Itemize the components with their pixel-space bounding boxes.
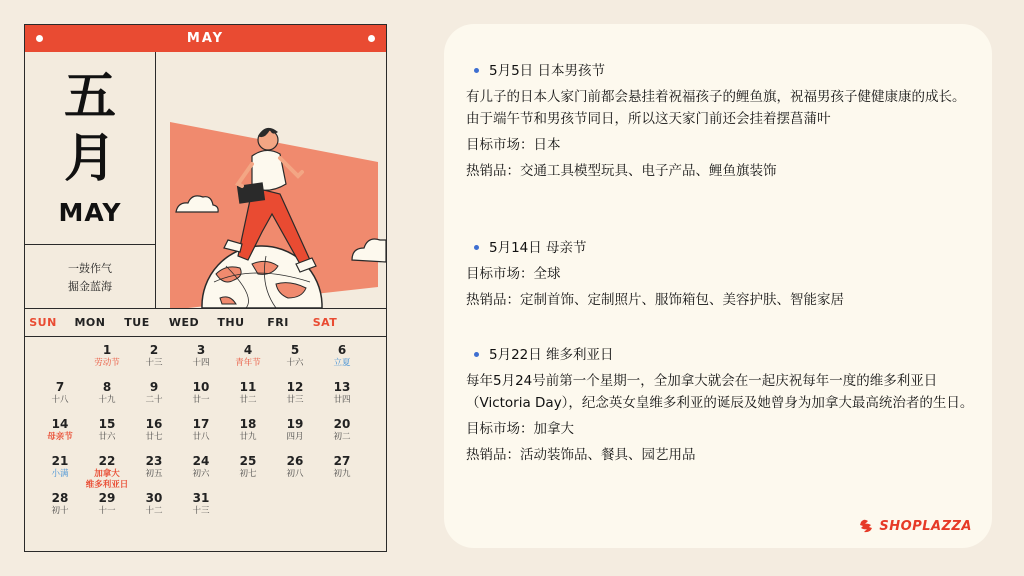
- calendar-day-cell: [224, 343, 272, 369]
- calendar-day-cell: [36, 380, 84, 406]
- event-boys-day: [466, 60, 976, 182]
- calendar-header: [25, 25, 386, 52]
- calendar-day-cell: [83, 454, 131, 491]
- event-description: 每年5月24号前第一个星期一，全加拿大就会在一起庆祝每年一度的维多利亚日（Victoria Day），纪念英女皇维多利亚的诞辰及她曾身为加拿大最高统治者的生日。: [466, 373, 974, 411]
- weekday-label-sun: SUN: [29, 316, 57, 329]
- calendar-day-cell: [318, 343, 366, 369]
- calendar-day-cell: [271, 380, 319, 406]
- day-number: 10: [192, 380, 210, 394]
- calendar-day-cell: [271, 343, 319, 369]
- calendar-day-cell: [177, 454, 225, 480]
- calendar-day-cell: [224, 380, 272, 406]
- month-title-block: [25, 52, 156, 308]
- day-lunar-or-holiday: 廿一: [192, 395, 210, 405]
- weekday-header-row: [25, 308, 386, 337]
- calendar-day-cell: [318, 454, 366, 480]
- day-lunar-or-holiday: 初二: [333, 432, 351, 442]
- day-lunar-or-holiday: 初八: [286, 469, 304, 479]
- event-mothers-day: [466, 237, 976, 311]
- day-lunar-or-holiday: 十三: [145, 358, 163, 368]
- month-title-chinese-line1: 五: [63, 67, 116, 127]
- day-lunar-or-holiday: 加拿大: [94, 469, 120, 479]
- day-lunar-or-holiday: 初七: [239, 469, 257, 479]
- event-title-row: [466, 237, 976, 259]
- event-hot-products: 热销品：交通工具模型玩具、电子产品、鲤鱼旗装饰: [466, 163, 777, 179]
- calendar-day-cell: [83, 380, 131, 406]
- weekday-label-tue: TUE: [124, 316, 150, 329]
- day-lunar-or-holiday: 十一: [98, 506, 116, 516]
- day-number: 27: [333, 454, 351, 468]
- bullet-icon: [474, 68, 479, 73]
- day-lunar-or-holiday: 立夏: [333, 358, 351, 368]
- calendar-day-cell: [224, 454, 272, 480]
- day-number: 8: [102, 380, 112, 394]
- month-title-english: MAY: [58, 198, 122, 227]
- weekday-label-thu: THU: [217, 316, 245, 329]
- event-title: 5月22日 维多利亚日: [489, 347, 614, 363]
- day-number: 1: [102, 343, 112, 357]
- weekday-label-wed: WED: [168, 316, 200, 329]
- day-number: 3: [196, 343, 206, 357]
- calendar-day-grid: [25, 337, 386, 551]
- calendar-day-cell: [271, 417, 319, 443]
- calendar-day-cell: [177, 343, 225, 369]
- day-number: 13: [333, 380, 351, 394]
- calendar-header-month: MAY: [186, 31, 225, 46]
- event-target-market: 目标市场：加拿大: [466, 421, 574, 437]
- event-description: 有儿子的日本人家门前都会悬挂着祝福孩子的鲤鱼旗，祝福男孩子健健康康的成长。由于端午节和男孩节同日，所以这天家门前还会挂着摆菖蒲叶: [466, 89, 966, 127]
- day-number: 31: [192, 491, 210, 505]
- day-lunar-or-holiday: 廿四: [333, 395, 351, 405]
- day-number: 12: [286, 380, 304, 394]
- day-number: 4: [243, 343, 253, 357]
- calendar-hero: [25, 52, 386, 309]
- day-number: 7: [55, 380, 65, 394]
- day-lunar-or-holiday: 廿二: [239, 395, 257, 405]
- day-number: 21: [51, 454, 69, 468]
- day-lunar-or-holiday: 十三: [192, 506, 210, 516]
- calendar-day-cell: [83, 343, 131, 369]
- day-number: 19: [286, 417, 304, 431]
- shoplazza-mark-icon: [859, 518, 875, 534]
- calendar-day-cell: [36, 454, 84, 480]
- day-lunar-or-holiday: 十九: [98, 395, 116, 405]
- day-lunar-or-holiday: 廿八: [192, 432, 210, 442]
- weekday-label-fri: FRI: [267, 316, 289, 329]
- day-number: 25: [239, 454, 257, 468]
- day-lunar-or-holiday: 四月: [286, 432, 304, 442]
- day-number: 30: [145, 491, 163, 505]
- day-number: 18: [239, 417, 257, 431]
- day-lunar-or-holiday: 廿七: [145, 432, 163, 442]
- day-lunar-or-holiday: 小满: [51, 469, 69, 479]
- day-holiday-line2: 维多利亚日: [85, 480, 129, 490]
- event-hot-products: 热销品：活动装饰品、餐具、园艺用品: [466, 447, 696, 463]
- weekday-label-mon: MON: [74, 316, 106, 329]
- event-title: 5月14日 母亲节: [489, 240, 587, 256]
- holiday-info-panel: [444, 24, 992, 548]
- day-number: 16: [145, 417, 163, 431]
- slogan-line1: 一鼓作气: [68, 262, 112, 275]
- calendar-day-cell: [36, 417, 84, 443]
- day-lunar-or-holiday: 十六: [286, 358, 304, 368]
- event-victoria-day: [466, 344, 976, 466]
- title-divider: [25, 244, 155, 245]
- day-lunar-or-holiday: 廿六: [98, 432, 116, 442]
- day-number: 26: [286, 454, 304, 468]
- day-lunar-or-holiday: 十二: [145, 506, 163, 516]
- calendar-day-cell: [36, 491, 84, 517]
- shoplazza-logo: [859, 518, 972, 534]
- event-title: 5月5日 日本男孩节: [489, 63, 605, 79]
- calendar-day-cell: [318, 417, 366, 443]
- bullet-icon: [474, 352, 479, 357]
- day-number: 5: [290, 343, 300, 357]
- day-number: 14: [51, 417, 69, 431]
- day-number: 9: [149, 380, 159, 394]
- day-lunar-or-holiday: 十八: [51, 395, 69, 405]
- day-number: 6: [337, 343, 347, 357]
- day-lunar-or-holiday: 母亲节: [47, 432, 73, 442]
- calendar-day-cell: [318, 380, 366, 406]
- slogan: [25, 260, 155, 296]
- day-number: 28: [51, 491, 69, 505]
- day-lunar-or-holiday: 二十: [145, 395, 163, 405]
- day-lunar-or-holiday: 初九: [333, 469, 351, 479]
- event-title-row: [466, 60, 976, 82]
- runner-on-globe-illustration: [156, 52, 386, 308]
- day-number: 11: [239, 380, 257, 394]
- calendar-day-cell: [130, 380, 178, 406]
- calendar-day-cell: [130, 454, 178, 480]
- calendar-day-cell: [130, 491, 178, 517]
- month-title-chinese: [25, 66, 155, 190]
- weekday-label-sat: SAT: [312, 316, 338, 329]
- calendar-day-cell: [224, 417, 272, 443]
- calendar-day-cell: [83, 491, 131, 517]
- event-hot-products: 热销品：定制首饰、定制照片、服饰箱包、美容护肤、智能家居: [466, 292, 844, 308]
- event-target-market: 目标市场：全球: [466, 266, 561, 282]
- day-number: 15: [98, 417, 116, 431]
- day-number: 29: [98, 491, 116, 505]
- hanger-dot-right: [368, 35, 375, 42]
- day-lunar-or-holiday: 初五: [145, 469, 163, 479]
- calendar-day-cell: [83, 417, 131, 443]
- calendar-day-cell: [177, 491, 225, 517]
- slogan-line2: 掘金蓝海: [68, 280, 112, 293]
- day-lunar-or-holiday: 初十: [51, 506, 69, 516]
- day-number: 20: [333, 417, 351, 431]
- event-target-market: 目标市场：日本: [466, 137, 561, 153]
- calendar-day-cell: [130, 417, 178, 443]
- logo-text: SHOPLAZZA: [879, 518, 972, 534]
- calendar-day-cell: [130, 343, 178, 369]
- day-lunar-or-holiday: 廿九: [239, 432, 257, 442]
- event-title-row: [466, 344, 976, 366]
- day-number: 24: [192, 454, 210, 468]
- day-lunar-or-holiday: 劳动节: [94, 358, 120, 368]
- calendar-day-cell: [177, 417, 225, 443]
- day-lunar-or-holiday: 初六: [192, 469, 210, 479]
- day-number: 23: [145, 454, 163, 468]
- day-lunar-or-holiday: 十四: [192, 358, 210, 368]
- day-lunar-or-holiday: 青年节: [235, 358, 261, 368]
- calendar-day-cell: [177, 380, 225, 406]
- day-number: 2: [149, 343, 159, 357]
- month-title-chinese-line2: 月: [63, 129, 116, 189]
- hanger-dot-left: [36, 35, 43, 42]
- day-number: 22: [98, 454, 116, 468]
- calendar-day-cell: [271, 454, 319, 480]
- may-calendar: [24, 24, 387, 552]
- bullet-icon: [474, 245, 479, 250]
- day-lunar-or-holiday: 廿三: [286, 395, 304, 405]
- day-number: 17: [192, 417, 210, 431]
